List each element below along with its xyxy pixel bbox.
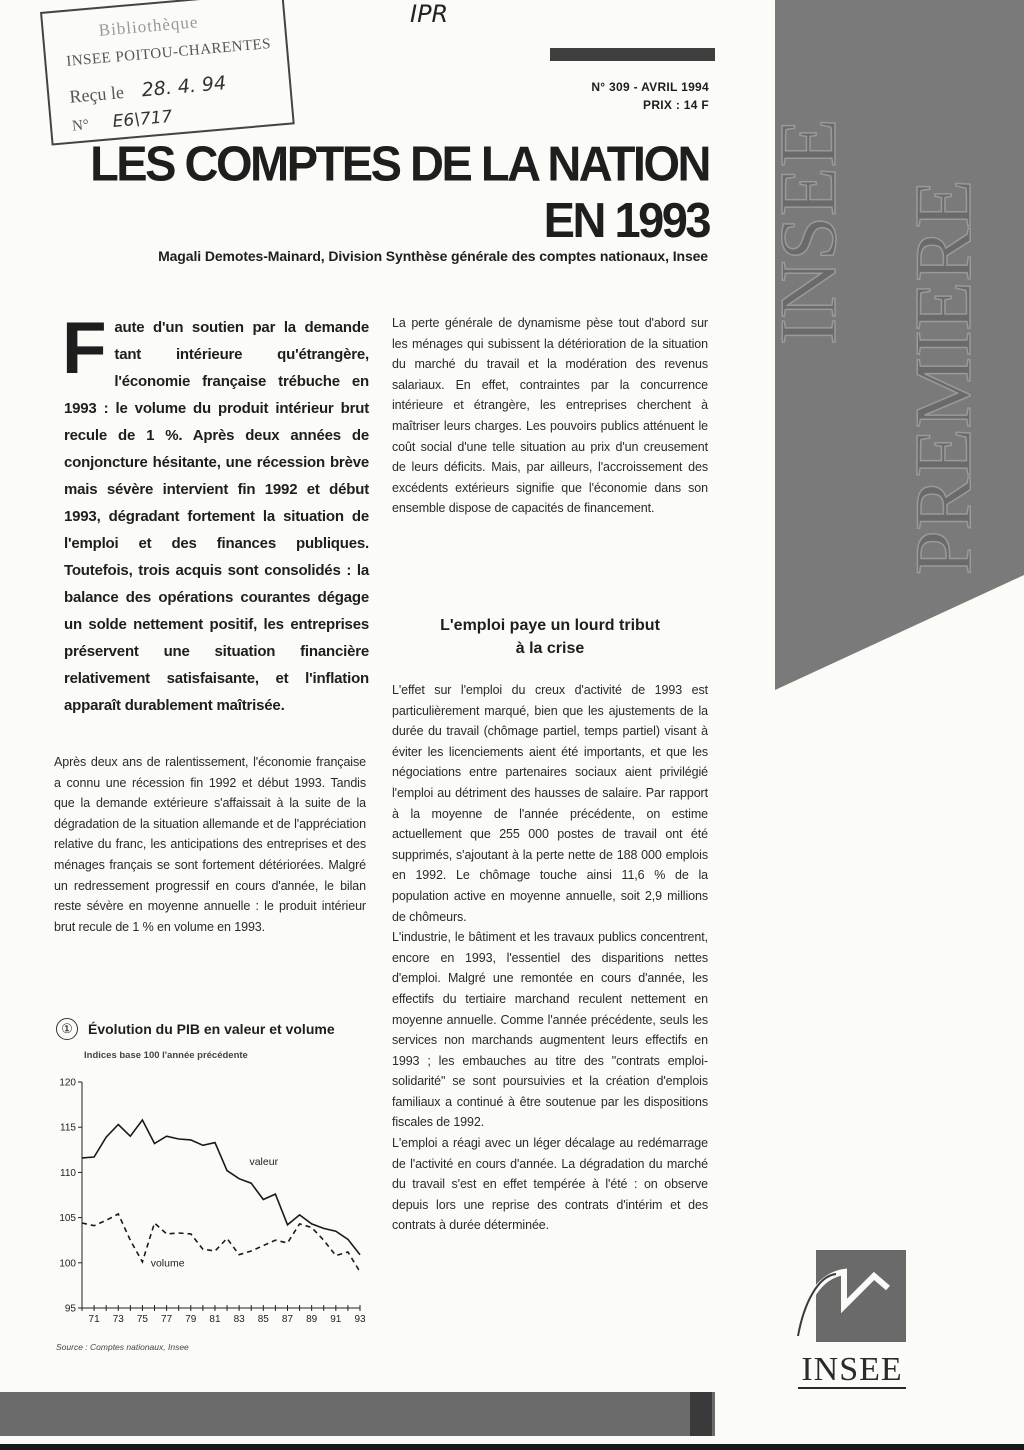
section-heading-line-2: à la crise <box>515 640 585 657</box>
title-line-2: EN 1993 <box>543 192 709 248</box>
x-tick-label: 75 <box>136 1314 148 1325</box>
title-line-1: LES COMPTES DE LA NATION <box>90 135 709 191</box>
series-line-valeur <box>82 1120 360 1255</box>
footer-notch <box>690 1392 712 1436</box>
author-line: Magali Demotes-Mainard, Division Synthèse générale des comptes nationaux, Insee <box>158 248 708 264</box>
stamp-received-date: 28. 4. 94 <box>140 72 227 102</box>
insee-logo-text: INSEE <box>801 1351 903 1388</box>
body-column-2-text <box>392 680 708 1236</box>
y-tick-label: 100 <box>59 1258 76 1270</box>
x-tick-label: 81 <box>209 1314 221 1325</box>
x-tick-label: 89 <box>306 1314 318 1325</box>
chart-subtitle: Indices base 100 l'année précédente <box>84 1050 248 1061</box>
x-tick-label: 87 <box>281 1314 294 1325</box>
issue-number-date: N° 309 - AVRIL 1994 <box>591 80 709 94</box>
section-heading <box>392 614 708 660</box>
x-tick-label: 83 <box>233 1314 245 1325</box>
band-word-premiere: PREMIERE <box>900 179 988 575</box>
y-tick-label: 105 <box>59 1213 76 1225</box>
section-heading-line-1: L'emploi paye un lourd tribut <box>440 617 660 634</box>
chart-title: Évolution du PIB en valeur et volume <box>88 1021 335 1037</box>
stamp-institution: INSEE POITOU-CHARENTES <box>65 36 272 70</box>
y-tick-label: 120 <box>59 1077 76 1089</box>
handwritten-note: IPR <box>410 0 449 28</box>
lead-paragraph <box>62 308 369 719</box>
footer-rule <box>0 1444 1024 1450</box>
series-line-volume <box>82 1214 360 1272</box>
stamp-number-value: E6\717 <box>111 106 174 133</box>
y-tick-label: 115 <box>60 1122 76 1134</box>
insee-logo <box>796 1248 908 1393</box>
x-tick-label: 93 <box>354 1314 366 1325</box>
insee-logo-square <box>816 1250 906 1342</box>
x-tick-label: 85 <box>257 1314 269 1325</box>
x-tick-label: 91 <box>330 1314 342 1325</box>
gdp-line-chart <box>50 1066 370 1334</box>
series-label-valeur: valeur <box>249 1156 279 1169</box>
stamp-received <box>69 72 227 108</box>
header-rule <box>550 48 715 61</box>
body-paragraph-4: L'industrie, le bâtiment et les travaux publics concentrent, encore en 1993, l'essentiel des disparitions nettes d'emploi. Malgré une remontée en cours d'année, les effectifs du tertiaire marchand reculent nettement en moyenne annuelle. Comme l'année précédente, seuls les services non marchands augmentent leurs effectifs en 1993 ; les embauches au titre des "contrats emploi-solidarité" se sont poursuivies et la création d'emplois familiaux a continué à être soutenue par les dispositions fiscales de 1992. <box>392 930 708 1130</box>
brand-band <box>765 0 1024 1450</box>
lead-text: aute d'un soutien par la demande tant intérieure qu'étrangère, l'économie française trébuche en 1993 : le volume du produit intérieur brut recule de 1 %. Après deux années de conjoncture hésitante, une récession brève mais sévère intervient fin 1992 et début 1993, dégradant fortement la situation de l'emploi et des finances publiques. Toutefois, trois acquis sont consolidés : la balance des opérations courantes dégage un solde nettement positif, les entreprises préservent une situation financière relativement satisfaisante, et l'inflation apparaît durablement maîtrisée. <box>64 319 369 714</box>
y-tick-label: 110 <box>60 1167 76 1179</box>
body-paragraph-2: La perte générale de dynamisme pèse tout d'abord sur les ménages qui subissent la détérioration de la situation du marché du travail et la modération des revenus salariaux. En effet, contraintes par la concurrence intérieure et étrangère, les entreprises cherchent à maîtriser leurs charges. Les pouvoirs publics atténuent le coût social d'une telle situation au prix d'un creusement de leurs déficits. Mais, par ailleurs, l'accroissement des excédents extérieurs signifie que l'économie dans son ensemble dispose de capacités de financement. <box>392 316 708 516</box>
body-paragraph-5: L'emploi a réagi avec un léger décalage au redémarrage de l'activité en cours d'année. La dégradation du marché du travail s'est en effet tempérée à l'été : on observe depuis lors une reprise des contrats d'intérim et des contrats à durée déterminée. <box>392 1136 708 1233</box>
body-paragraph-1: Après deux ans de ralentissement, l'économie française a connu une récession fin 1992 et début 1993. Tandis que la demande extérieure s'affaissait à la suite de la dégradation de la situation allemande et de l'appréciation relative du franc, les anticipations des entreprises et des ménages français se sont fortement détériorées. Malgré un redressement progressif en cours d'année, le bilan reste sévère en moyenne annuelle : le produit intérieur brut recule de 1 % en volume en 1993. <box>54 755 366 934</box>
body-paragraph-3: L'effet sur l'emploi du creux d'activité de 1993 est particulièrement marqué, bien que les ajustements de la durée du travail (chômage partiel, temps partiel) visant à éviter les licenciements aient été importants, et que les négociations entre partenaires sociaux aient privilégié l'emploi au détriment des hausses de salaire. Par rapport à la moyenne de l'année précédente, on estime actuellement que 255 000 postes de travail ont été supprimés, s'ajoutant à la perte nette de 188 000 emplois en 1992. Le chômage touche ainsi 11,6 % de la population active en moyenne annuelle, soit 2,9 millions de chômeurs. <box>392 683 708 924</box>
library-stamp <box>40 0 295 145</box>
x-tick-label: 71 <box>88 1314 100 1325</box>
stamp-number-label: N° <box>71 117 90 135</box>
chart-number: ① <box>56 1018 78 1040</box>
stamp-library: Bibliothèque <box>98 12 200 40</box>
x-tick-label: 77 <box>161 1314 173 1325</box>
chart-source: Source : Comptes nationaux, Insee <box>56 1342 189 1352</box>
x-tick-label: 79 <box>185 1314 197 1325</box>
drop-cap: F <box>62 308 107 389</box>
x-tick-label: 73 <box>112 1314 124 1325</box>
band-word-insee: INSEE <box>765 118 853 345</box>
stamp-number <box>71 107 173 136</box>
footer-bar <box>0 1392 715 1436</box>
issue-price: PRIX : 14 F <box>643 98 709 112</box>
stamp-received-label: Reçu le <box>68 82 125 107</box>
y-tick-label: 95 <box>64 1303 76 1315</box>
page-title <box>90 135 709 248</box>
series-label-volume: volume <box>150 1257 185 1270</box>
